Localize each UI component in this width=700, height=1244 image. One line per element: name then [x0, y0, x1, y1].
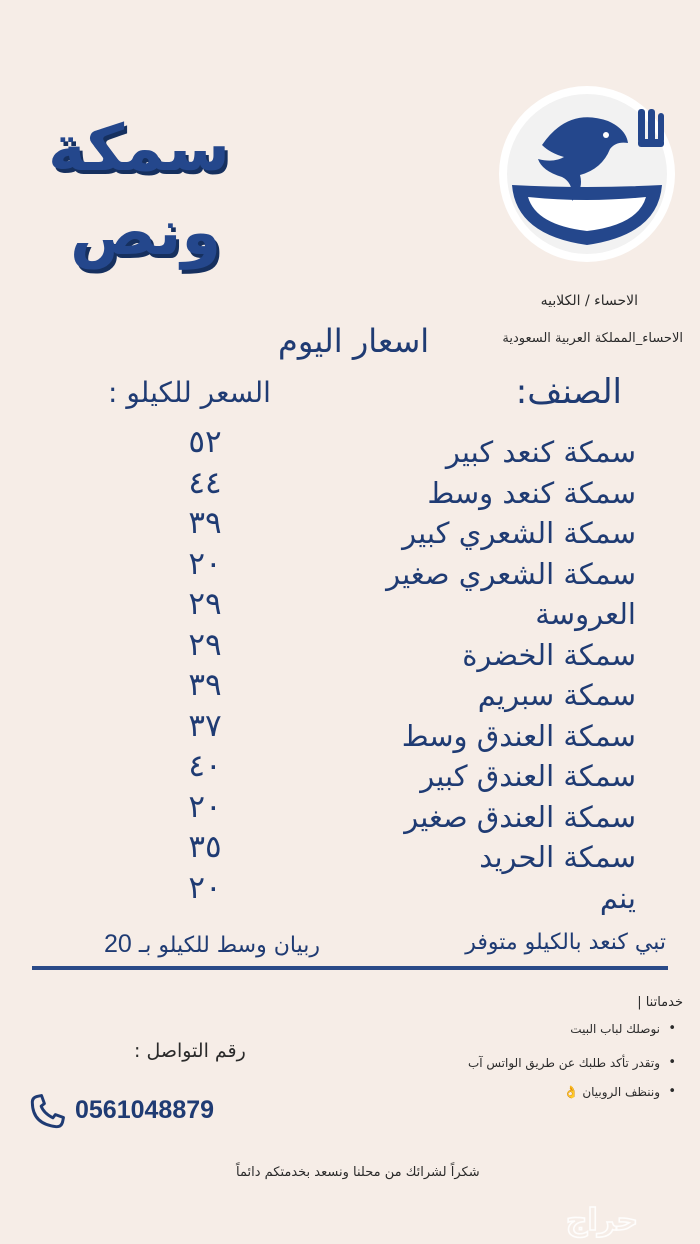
fish-bowl-logo — [498, 85, 676, 263]
list-item: سمكة كنعد وسط — [427, 475, 636, 510]
price-value: ٣٧ — [188, 707, 222, 744]
item-list — [306, 432, 636, 918]
price-value: ٢٩ — [188, 586, 222, 622]
watermark-text: حراج — [565, 1203, 639, 1238]
list-item: سمكة الشعري صغير — [386, 556, 636, 591]
service-item: • وننظف الروبيان 👌 — [412, 1083, 672, 1101]
thanks-message: شكراً لشرائك من محلنا ونسعد بخدمتكم دائماً — [236, 1165, 480, 1180]
price-value: ٣٥ — [188, 829, 222, 865]
contact-label: رقم التواصل : — [134, 1040, 246, 1062]
price-value: ٢٠ — [188, 545, 222, 582]
price-value: ٤٠ — [188, 748, 222, 784]
service-item: • نوصلك لباب البيت — [412, 1020, 672, 1038]
price-value: ٥٢ — [188, 424, 222, 460]
brand-line-1: سمكة — [48, 112, 230, 186]
shrimp-price: 20 — [104, 930, 132, 958]
brand-line-2: ونص — [70, 196, 222, 270]
list-item: سمكة العندق كبير — [420, 759, 636, 793]
list-item: ينم — [599, 880, 636, 915]
services-list — [412, 1020, 672, 1114]
phone-icon — [25, 1090, 69, 1134]
brand-wordmark — [40, 110, 230, 300]
price-column-header: السعر للكيلو : — [108, 376, 271, 409]
phone-number[interactable]: 0561048879 — [75, 1096, 215, 1124]
price-value: ٤٤ — [188, 464, 222, 501]
section-divider — [32, 966, 668, 970]
shrimp-note-text: ربيان وسط للكيلو بـ — [138, 933, 320, 958]
list-item: سمكة سبريم — [477, 678, 636, 712]
price-list — [150, 422, 260, 908]
list-item: سمكة الحريد — [479, 840, 636, 874]
list-item: سمكة الشعري كبير — [402, 516, 636, 550]
todays-prices-title: اسعار اليوم — [278, 322, 430, 360]
haraj-watermark — [522, 1200, 682, 1240]
price-value: ٣٩ — [188, 505, 222, 541]
price-value: ٢٠ — [188, 869, 222, 906]
service-item: • وتقدر تأكد طلبك عن طريق الواتس آب — [412, 1051, 672, 1075]
list-item: سمكة الخضرة — [462, 637, 636, 672]
location-city: الاحساء / الكلابيه — [540, 293, 638, 309]
shrimp-note — [104, 930, 320, 959]
price-value: ٢٩ — [188, 626, 222, 663]
list-item: سمكة العندق صغير — [404, 799, 636, 834]
services-title: خدماتنا | — [637, 995, 683, 1010]
location-region: الاحساء_المملكة العربية السعودية — [502, 331, 683, 346]
list-item: سمكة العندق وسط — [401, 718, 636, 753]
list-item: العروسة — [535, 597, 636, 631]
list-item: سمكة كنعد كبير — [445, 435, 636, 469]
price-value: ٢٠ — [188, 788, 222, 825]
item-column-header: الصنف: — [515, 372, 622, 412]
availability-note: تبي كنعد بالكيلو متوفر — [465, 930, 666, 955]
price-value: ٣٩ — [188, 667, 222, 703]
